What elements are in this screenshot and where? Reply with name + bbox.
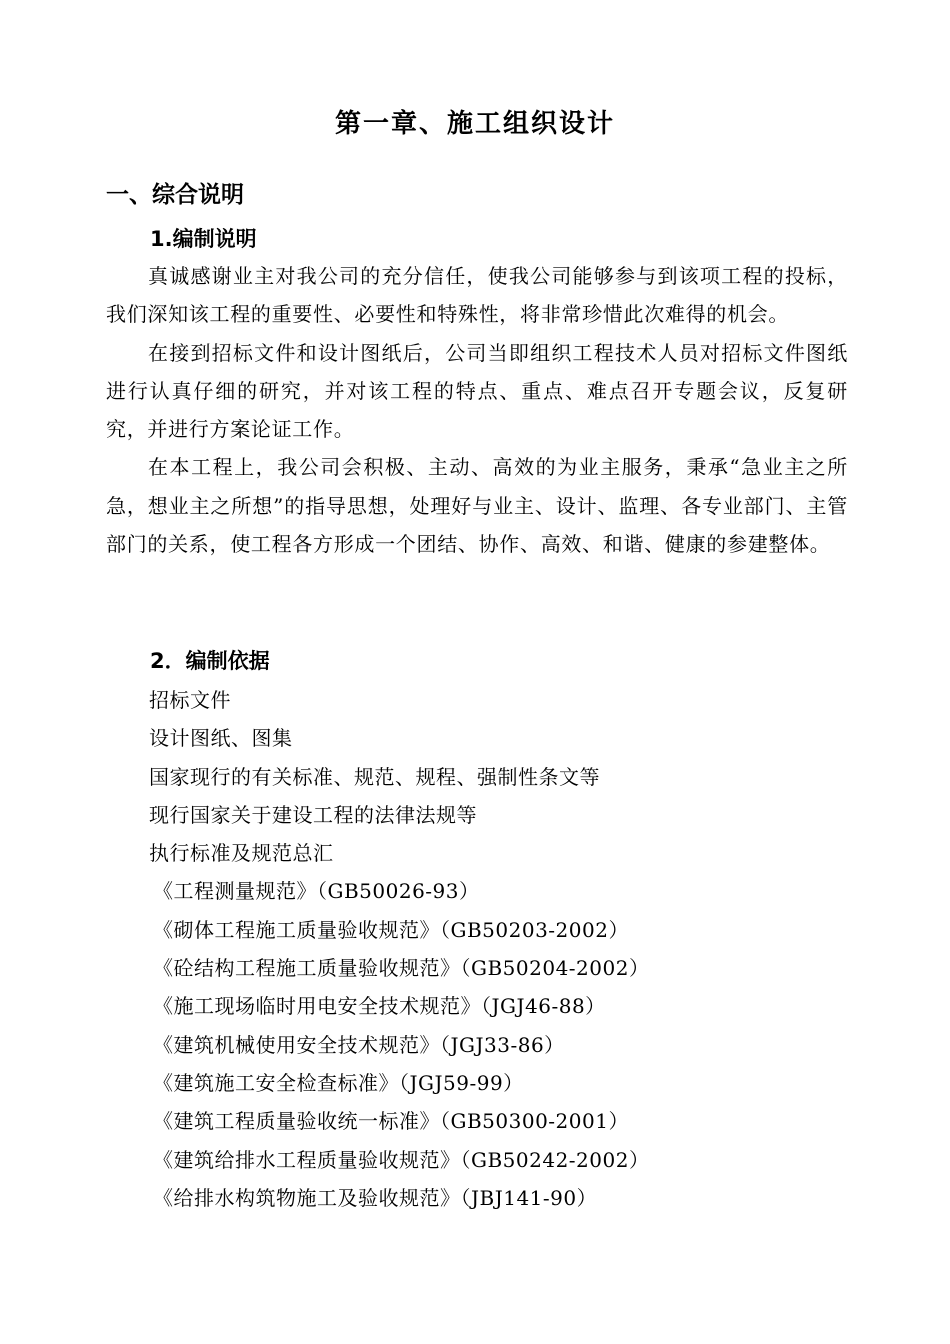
standard-item: 《砌体工程施工质量验收规范》（GB50203-2002） — [153, 917, 629, 942]
basis-list — [149, 681, 649, 1217]
standard-item: 《建筑施工安全检查标准》（JGJ59-99） — [153, 1070, 524, 1095]
list-item: 执行标准及规范总汇 — [149, 841, 334, 866]
standard-item: 《施工现场临时用电安全技术规范》（JGJ46-88） — [153, 994, 606, 1019]
section-heading-overview: 一、综合说明 — [106, 182, 244, 208]
standard-item: 《建筑给排水工程质量验收规范》（GB50242-2002） — [153, 1147, 650, 1172]
paragraph: 在本工程上，我公司会积极、主动、高效的为业主服务，秉承“急业主之所急，想业主之所想”的指导思想，处理好与业主、设计、监理、各专业部门、主管部门的关系，使工程各方形成一个团结、协作、高效、和谐、健康的参建整体。 — [106, 455, 848, 557]
standard-item: 《工程测量规范》（GB50026-93） — [153, 879, 480, 904]
list-item: 设计图纸、图集 — [149, 726, 293, 751]
subsection-heading-explanation: 1.编制说明 — [150, 227, 257, 251]
list-item: 现行国家关于建设工程的法律法规等 — [149, 802, 477, 827]
list-item: 招标文件 — [149, 688, 231, 712]
standard-item: 《砼结构工程施工质量验收规范》（GB50204-2002） — [153, 956, 650, 981]
chapter-title: 第一章、施工组织设计 — [334, 109, 615, 139]
list-item: 国家现行的有关标准、规范、规程、强制性条文等 — [149, 764, 600, 789]
paragraph: 在接到招标文件和设计图纸后，公司当即组织工程技术人员对招标文件图纸进行认真仔细的研究，并对该工程的特点、重点、难点召开专题会议，反复研究，并进行方案论证工作。 — [106, 340, 848, 442]
standard-item: 《建筑机械使用安全技术规范》（JGJ33-86） — [153, 1032, 565, 1057]
standard-item: 《给排水构筑物施工及验收规范》（JBJ141-90） — [153, 1185, 598, 1210]
standard-item: 《建筑工程质量验收统一标准》（GB50300-2001） — [153, 1109, 629, 1134]
explanation-paragraphs — [106, 257, 848, 563]
paragraph: 真诚感谢业主对我公司的充分信任，使我公司能够参与到该项工程的投标，我们深知该工程的重要性、必要性和特殊性，将非常珍惜此次难得的机会。 — [106, 264, 848, 327]
subsection-heading-basis: 2．编制依据 — [150, 649, 270, 673]
